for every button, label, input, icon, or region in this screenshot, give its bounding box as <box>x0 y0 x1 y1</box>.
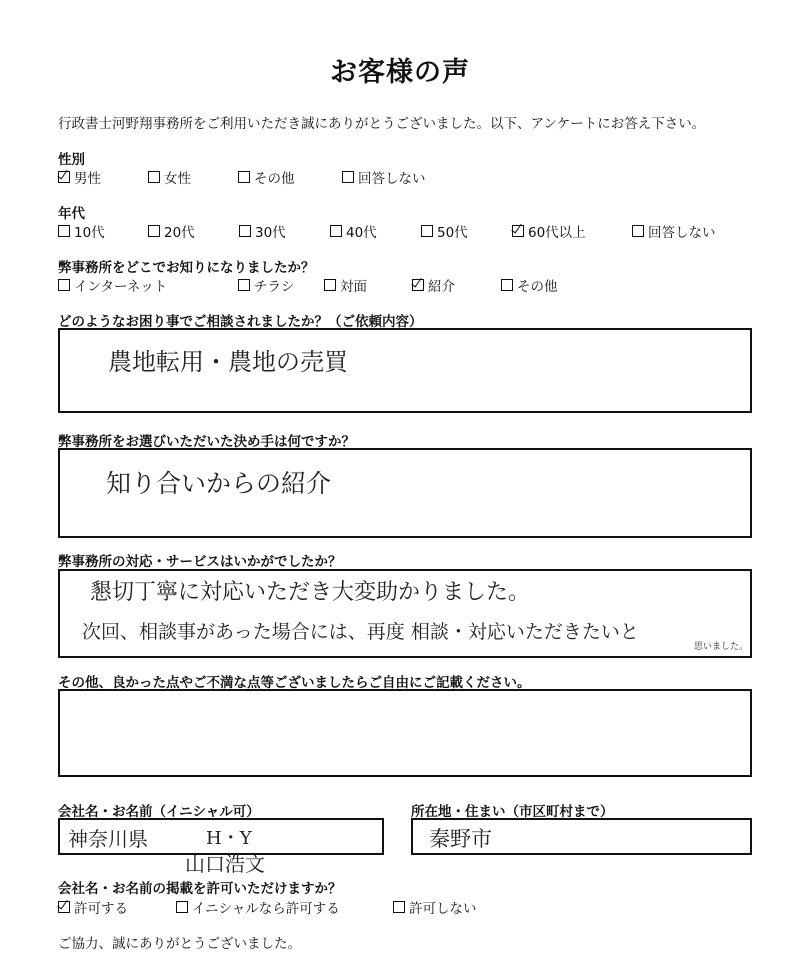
source-option-internet[interactable] <box>58 275 167 295</box>
option-label: 40代 <box>346 225 377 241</box>
gender-label: 性別 <box>58 152 85 168</box>
decision-answer-text: 知り合いからの紹介 <box>106 469 332 498</box>
age-label: 年代 <box>58 206 85 222</box>
service-question-label: 弊事務所の対応・サービスはいかがでしたか？ <box>58 554 342 570</box>
option-label: チラシ <box>254 279 295 295</box>
checkbox-icon[interactable] <box>58 171 70 183</box>
age-option-40s[interactable] <box>330 221 377 241</box>
checkbox-icon[interactable] <box>58 225 70 237</box>
page-title: お客様の声 <box>330 57 470 88</box>
option-label: 20代 <box>164 225 195 241</box>
option-label: 対面 <box>340 279 367 295</box>
gender-option-other[interactable] <box>238 167 295 187</box>
source-option-in-person[interactable] <box>324 275 367 295</box>
checkbox-icon[interactable] <box>501 279 513 291</box>
service-answer-box[interactable] <box>58 569 752 658</box>
intro-text: 行政書士河野翔事務所をご利用いただき誠にありがとうございました。以下、アンケートにお答え下さい。 <box>58 116 706 132</box>
service-answer-line2: 次回、相談事があった場合には、再度 相談・対応いただきたいと <box>82 621 639 643</box>
location-field-label: 所在地・住まい（市区町村まで） <box>411 804 614 820</box>
checkbox-icon[interactable] <box>632 225 644 237</box>
permission-label: 会社名・お名前の掲載を許可いただけますか？ <box>58 881 342 897</box>
option-label: 50代 <box>437 225 468 241</box>
checkbox-icon[interactable] <box>342 171 354 183</box>
decision-question-label: 弊事務所をお選びいただいた決め手は何ですか？ <box>58 434 355 450</box>
source-label: 弊事務所をどこでお知りになりましたか？ <box>58 260 315 276</box>
gender-option-female[interactable] <box>148 167 191 187</box>
option-label: その他 <box>254 171 295 187</box>
age-option-no-answer[interactable] <box>632 221 716 241</box>
option-label: 10代 <box>74 225 105 241</box>
gender-option-male[interactable] <box>58 167 101 187</box>
checkbox-icon[interactable] <box>330 225 342 237</box>
checkbox-icon[interactable] <box>239 225 251 237</box>
gender-option-no-answer[interactable] <box>342 167 426 187</box>
consult-answer-box[interactable] <box>58 328 752 413</box>
checkbox-icon[interactable] <box>393 901 405 913</box>
option-label: 女性 <box>164 171 191 187</box>
age-option-50s[interactable] <box>421 221 468 241</box>
handwritten-full-name: 山口浩文 <box>185 852 265 876</box>
option-label: 回答しない <box>648 225 716 241</box>
checkbox-icon[interactable] <box>512 225 524 237</box>
checkbox-icon[interactable] <box>421 225 433 237</box>
checkbox-icon[interactable] <box>412 279 424 291</box>
name-field-initials: H・Y <box>206 828 252 849</box>
option-label: インターネット <box>74 279 168 295</box>
name-field-prefecture: 神奈川県 <box>68 827 148 851</box>
checkbox-icon[interactable] <box>238 171 250 183</box>
service-answer-note: 思いました。 <box>694 642 749 652</box>
checkbox-icon[interactable] <box>148 225 160 237</box>
age-option-20s[interactable] <box>148 221 195 241</box>
other-question-label: その他、良かった点やご不満な点等ございましたらご自由にご記載ください。 <box>58 675 531 691</box>
checkbox-icon[interactable] <box>58 901 70 913</box>
other-answer-box[interactable] <box>58 689 752 777</box>
permission-option-deny[interactable] <box>393 897 477 917</box>
location-field-box[interactable] <box>411 818 752 855</box>
checkbox-icon[interactable] <box>238 279 250 291</box>
option-label: イニシャルなら許可する <box>192 901 340 917</box>
name-field-label: 会社名・お名前（イニシャル可） <box>58 804 260 820</box>
location-field-value: 秦野市 <box>429 827 492 851</box>
checkbox-icon[interactable] <box>148 171 160 183</box>
option-label: 60代以上 <box>528 225 586 241</box>
option-label: その他 <box>517 279 558 295</box>
option-label: 回答しない <box>358 171 426 187</box>
option-label: 男性 <box>74 171 101 187</box>
source-option-referral[interactable] <box>412 275 455 295</box>
permission-option-initials-only[interactable] <box>176 897 340 917</box>
option-label: 許可する <box>74 901 128 917</box>
age-option-60s-plus[interactable] <box>512 221 586 241</box>
option-label: 30代 <box>255 225 286 241</box>
checkbox-icon[interactable] <box>324 279 336 291</box>
closing-text: ご協力、誠にありがとうございました。 <box>58 936 301 952</box>
consult-answer-text: 農地転用・農地の売買 <box>108 348 348 376</box>
option-label: 紹介 <box>428 279 455 295</box>
option-label: 許可しない <box>409 901 477 917</box>
service-answer-line1: 懇切丁寧に対応いただき大変助かりました。 <box>90 580 531 605</box>
checkbox-icon[interactable] <box>58 279 70 291</box>
permission-option-allow[interactable] <box>58 897 128 917</box>
decision-answer-box[interactable] <box>58 448 752 538</box>
age-option-10s[interactable] <box>58 221 105 241</box>
age-option-30s[interactable] <box>239 221 286 241</box>
source-option-flyer[interactable] <box>238 275 295 295</box>
source-option-other[interactable] <box>501 275 558 295</box>
consult-question-label: どのようなお困り事でご相談されましたか？（ご依頼内容） <box>58 314 423 330</box>
checkbox-icon[interactable] <box>176 901 188 913</box>
